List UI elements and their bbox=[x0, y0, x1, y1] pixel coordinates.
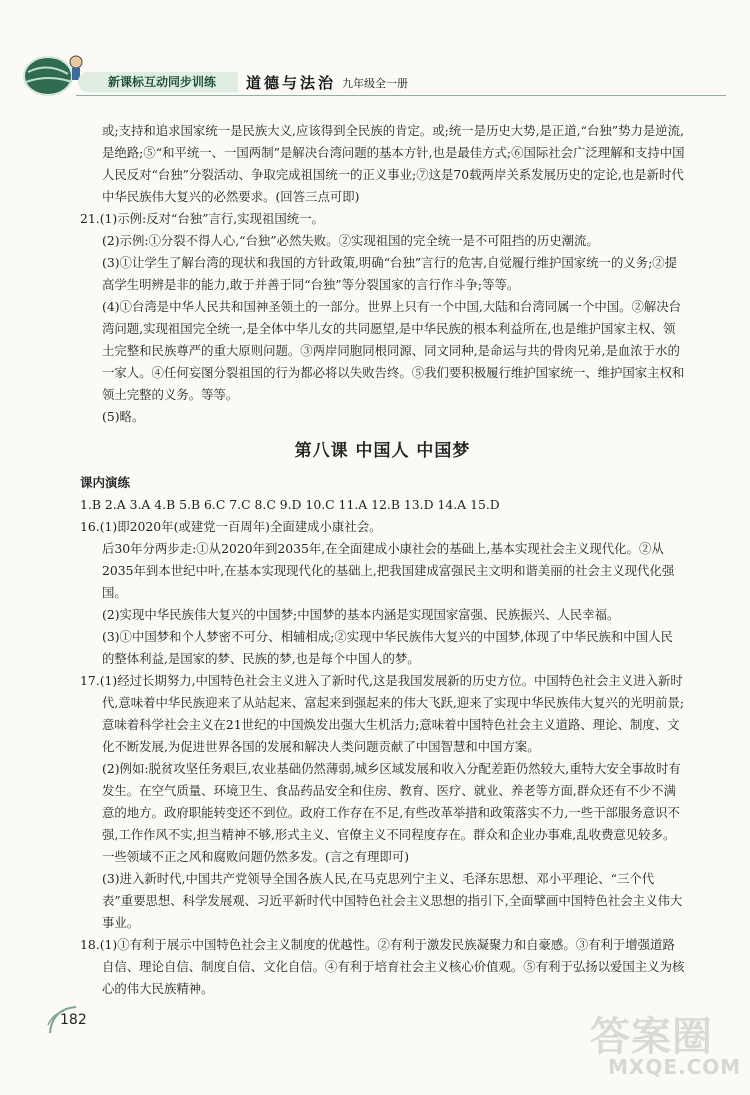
watermark-logo: 答案圈 bbox=[590, 1014, 713, 1060]
answer-q21-1: 21.(1)示例:反对“台独”言行,实现祖国统一。 bbox=[80, 211, 324, 226]
answer-content bbox=[80, 120, 685, 1000]
series-title: 新课标互动同步训练 bbox=[78, 72, 238, 92]
answer-q21-2: (2)示例:①分裂不得人心,“台独”必然失败。②实现祖国的完全统一是不可阻挡的历史潮流。 bbox=[102, 233, 599, 248]
header-rule bbox=[76, 95, 726, 96]
answer-q16-1b: 后30年分两步走:①从2020年到2035年,在全面建成小康社会的基础上,基本实现社会主义现代化。②从2035年到本世纪中叶,在基本实现现代化的基础上,把我国建成富强民主文明和谐美丽的社会主义现代化强国。 bbox=[102, 541, 675, 600]
answer-paragraph: 或;支持和追求国家统一是民族大义,应该得到全民族的肯定。或;统一是历史大势,是正道,“台独”势力是逆流,是绝路;⑤“和平统一、一国两制”是解决台湾问题的基本方针,也是最佳方式;⑥国际社会广泛理解和支持中国人民反对“台独”分裂活动、争取完成祖国统一的正义事业;⑦这是70载两岸关系发展历史的定论,也是新时代中华民族伟大复兴的必然要求。(回答三点可即) bbox=[102, 123, 685, 204]
answer-q16-1: 16.(1)即2020年(或建党一百周年)全面建成小康社会。 bbox=[80, 519, 382, 534]
grade-label: 九年级全一册 bbox=[342, 77, 408, 90]
section-title: 课内演练 bbox=[80, 475, 131, 490]
answer-q16-3: (3)①中国梦和个人梦密不可分、相辅相成;②实现中华民族伟大复兴的中国梦,体现了中华民族和中国人民的整体利益,是国家的梦、民族的梦,也是每个中国人的梦。 bbox=[102, 629, 673, 666]
watermark-url: MXQE.COM bbox=[608, 1055, 742, 1079]
subject-title: 道德与法治 bbox=[246, 74, 337, 92]
answer-q18-1: 18.(1)①有利于展示中国特色社会主义制度的优越性。②有利于激发民族凝聚力和自豪感。③有利于增强道路自信、理论自信、制度自信、文化自信。④有利于培育社会主义核心价值观。⑤有利于弘扬以爱国主义为核心的伟大民族精神。 bbox=[80, 937, 685, 996]
answer-q17-1: 17.(1)经过长期努力,中国特色社会主义进入了新时代,这是我国发展新的历史方位。中国特色社会主义进入新时代,意味着中华民族迎来了从站起来、富起来到强起来的伟大飞跃,迎来了实现中华民族伟大复兴的光明前景;意味着科学社会主义在21世纪的中国焕发出强大生机活力;意味着中国特色社会主义道路、理论、制度、文化不断发展,为促进世界各国的发展和解决人类问题贡献了中国智慧和中国方案。 bbox=[80, 673, 685, 754]
answer-q17-2: (2)例如:脱贫攻坚任务艰巨,农业基础仍然薄弱,城乡区域发展和收入分配差距仍然较大,重特大安全事故时有发生。在空气质量、环境卫生、食品药品安全和住房、教育、医疗、就业、养老等方面,群众还有不少不满意的地方。政府职能转变还不到位。政府工作存在不足,有些改革举措和政策落实不力,一些干部服务意识不强,工作作风不实,担当精神不够,形式主义、官僚主义不同程度存在。群众和企业办事难,乱收费意见较多。一些领域不正之风和腐败问题仍然多发。(言之有理即可) bbox=[102, 761, 681, 864]
page-header bbox=[18, 52, 718, 102]
answer-q21-5: (5)略。 bbox=[102, 409, 145, 424]
page-number: 182 bbox=[60, 1012, 87, 1028]
answer-q16-2: (2)实现中华民族伟大复兴的中国梦;中国梦的基本内涵是实现国家富强、民族振兴、人民幸福。 bbox=[102, 607, 620, 622]
chapter-title: 第八课 中国人 中国梦 bbox=[294, 441, 471, 461]
answer-q21-4: (4)①台湾是中华人民共和国神圣领土的一部分。世界上只有一个中国,大陆和台湾同属一个中国。②解决台湾问题,实现祖国完全统一,是全体中华儿女的共同愿望,是中华民族的根本利益所在,也是维护国家主权、领土完整和民族尊严的重大原则问题。③两岸同胞同根同源、同文同种,是命运与共的骨肉兄弟,是血浓于水的一家人。④任何妄图分裂祖国的行为都必将以失败告终。⑤我们要积极履行维护国家统一、维护国家主权和领土完整的义务。等等。 bbox=[102, 299, 685, 402]
answer-q21-3: (3)①让学生了解台湾的现状和我国的方针政策,明确“台独”言行的危害,自觉履行维护国家统一的义务;②提高学生明辨是非的能力,敢于并善于同“台独”等分裂国家的言行作斗争;等等。 bbox=[102, 255, 678, 292]
answer-q17-3: (3)进入新时代,中国共产党领导全国各族人民,在马克思列宁主义、毛泽东思想、邓小平理论、“三个代表”重要思想、科学发展观、习近平新时代中国特色社会主义思想的指引下,全面擘画中国特色社会主义伟大事业。 bbox=[102, 871, 683, 930]
multiple-choice-answers: 1.B 2.A 3.A 4.B 5.B 6.C 7.C 8.C 9.D 10.C 11.A 12.B 13.D 14.A 15.D bbox=[80, 497, 500, 512]
globe-logo-icon bbox=[18, 52, 86, 98]
